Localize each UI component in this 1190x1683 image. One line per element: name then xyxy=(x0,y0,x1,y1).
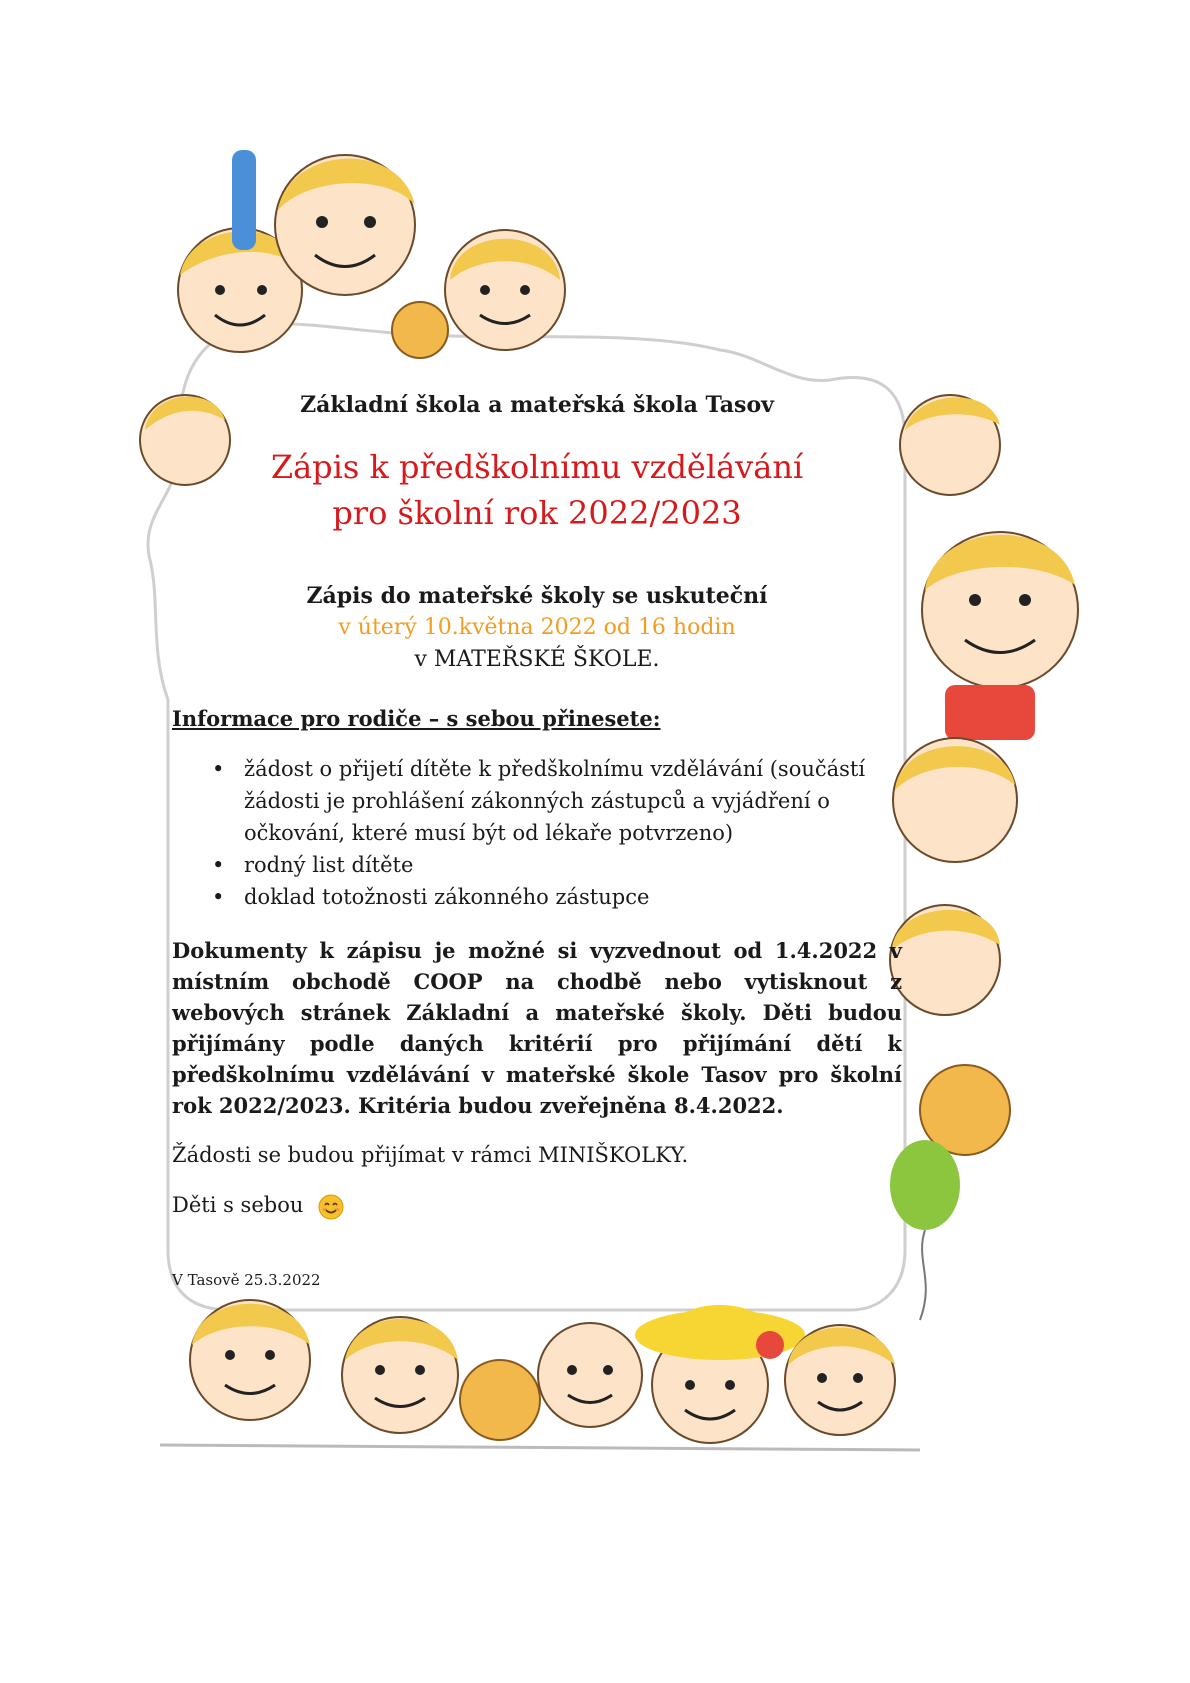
child-face-bottom-3 xyxy=(538,1323,642,1427)
child-face-top-3 xyxy=(445,230,565,350)
child-face-right-3 xyxy=(893,738,1017,862)
place-date: V Tasově 25.3.2022 xyxy=(172,1271,321,1289)
school-name: Základní škola a mateřská škola Tasov xyxy=(300,392,774,418)
teddy-bear-bottom xyxy=(460,1360,540,1440)
child-face-bottom-5 xyxy=(785,1325,895,1435)
page-title xyxy=(172,444,902,536)
applications-paragraph: Žádosti se budou přijímat v rámci MINIŠKOLKY. xyxy=(172,1143,689,1167)
child-face-bottom-4 xyxy=(635,1305,805,1443)
teddy-bear-top xyxy=(392,302,448,358)
documents-paragraph: Dokumenty k zápisu je možné si vyzvednout od 1.4.2022 v místním obchodě COOP na chodbě nebo vytisknout z webových stránek Základní a mateřské školy. Děti budou přijímány podle daných kritérií pro přijímání dětí k předškolnímu vzdělávání v mateřské škole Tasov pro školní rok 2022/2023. Kritéria budou zveřejněna 8.4.2022. xyxy=(172,938,902,1118)
info-heading: Informace pro rodiče – s sebou přinesete: xyxy=(172,706,661,731)
flyer-content xyxy=(172,392,902,1289)
info-list xyxy=(172,753,902,913)
children-line xyxy=(172,1189,902,1221)
list-item: • doklad totožnosti zákonného zástupce xyxy=(172,881,902,913)
announce-date: v úterý 10.května 2022 od 16 hodin xyxy=(338,615,736,640)
bullet-icon: • xyxy=(212,853,225,877)
title-line-2: pro školní rok 2022/2023 xyxy=(332,494,742,532)
child-face-right-1 xyxy=(900,395,1000,495)
list-item: • rodný list dítěte xyxy=(172,849,902,881)
child-face-bottom-1 xyxy=(190,1300,310,1420)
child-face-bottom-2 xyxy=(342,1317,458,1433)
announce-line-1: Zápis do mateřské školy se uskuteční xyxy=(306,583,768,609)
child-face-right-2 xyxy=(922,532,1078,740)
title-line-1: Zápis k předškolnímu vzdělávání xyxy=(270,448,804,486)
child-face-right-4 xyxy=(890,905,1000,1015)
smile-emoji-icon xyxy=(318,1194,344,1220)
bullet-icon: • xyxy=(212,885,225,909)
list-item: • žádost o přijetí dítěte k předškolnímu vzdělávání (součástí žádosti je prohlášení zákonných zástupců a vyjádření o očkování, které musí být od lékaře potvrzeno) xyxy=(172,753,902,849)
announce-place: v MATEŘSKÉ ŠKOLE. xyxy=(414,647,660,672)
bullet-icon: • xyxy=(212,757,225,781)
children-text: Děti s sebou xyxy=(172,1193,304,1217)
bottom-ledge xyxy=(160,1445,920,1450)
